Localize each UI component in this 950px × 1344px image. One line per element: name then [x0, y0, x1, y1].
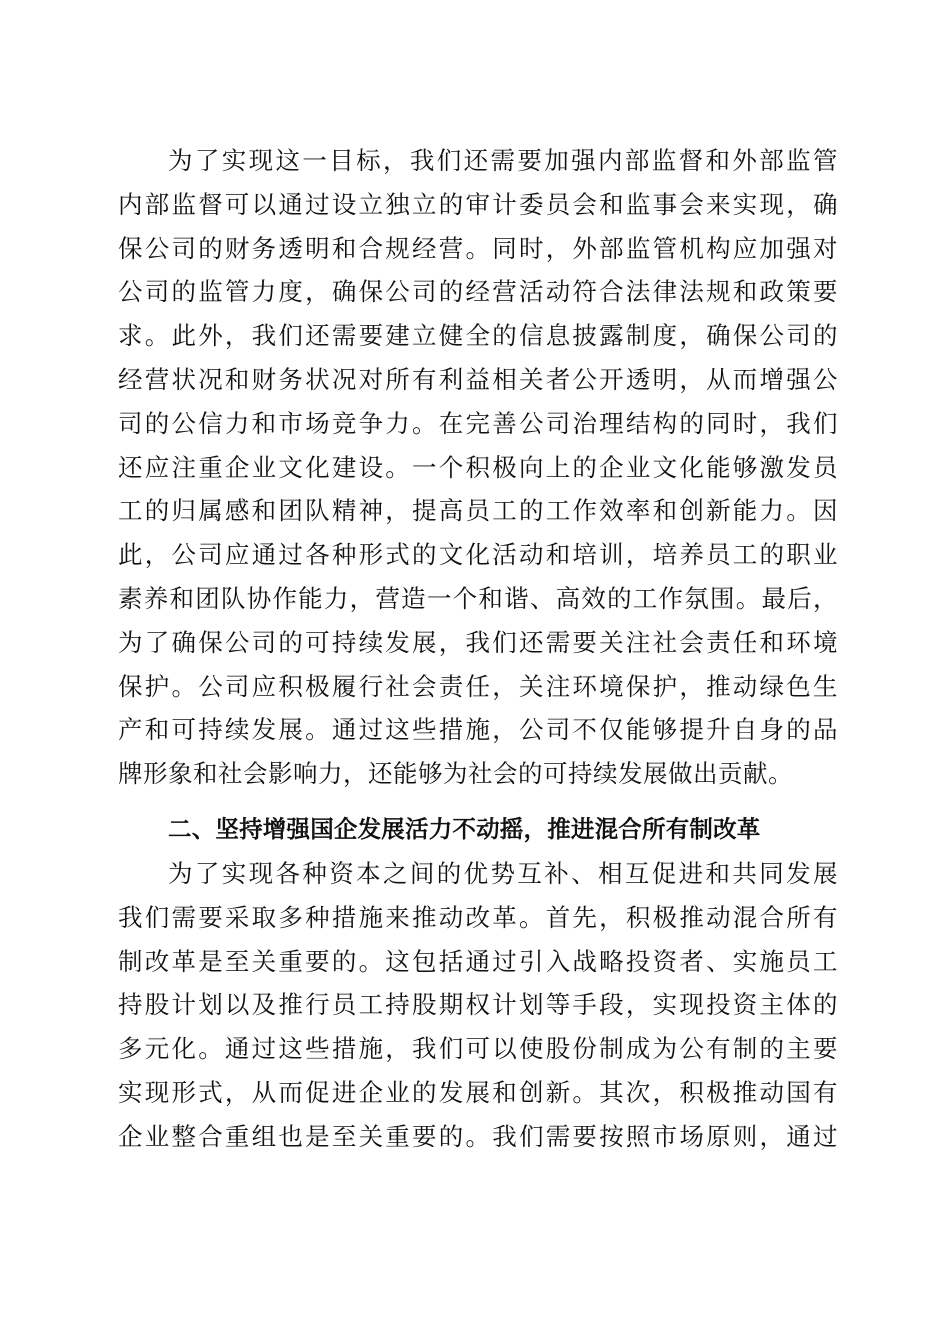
paragraph-governance — [118, 139, 838, 796]
paragraph-line: 工的归属感和团队精神，提高员工的工作效率和创新能力。因 — [118, 496, 838, 526]
paragraph-line: 为了实现这一目标，我们还需要加强内部监督和外部监管 — [168, 146, 838, 175]
paragraph-line: 保护。公司应积极履行社会责任，关注环境保护，推动绿色生 — [118, 671, 838, 701]
paragraph-line: 此，公司应通过各种形式的文化活动和培训，培养员工的职业 — [118, 540, 838, 570]
paragraph-line: 还应注重企业文化建设。一个积极向上的企业文化能够激发员 — [118, 452, 838, 482]
paragraph-line: 实现形式，从而促进企业的发展和创新。其次，积极推动国有 — [118, 1077, 838, 1107]
paragraph-line: 制改革是至关重要的。这包括通过引入战略投资者、实施员工 — [118, 946, 838, 976]
paragraph-line: 持股计划以及推行员工持股期权计划等手段，实现投资主体的 — [118, 990, 838, 1020]
paragraph-line: 我们需要采取多种措施来推动改革。首先，积极推动混合所有 — [118, 902, 838, 932]
paragraph-reform — [118, 852, 838, 1159]
section-heading: 二、坚持增强国企发展活力不动摇，推进混合所有制改革 — [168, 815, 761, 843]
paragraph-line: 内部监督可以通过设立独立的审计委员会和监事会来实现，确 — [118, 189, 838, 219]
paragraph-line: 素养和团队协作能力，营造一个和谐、高效的工作氛围。最后， — [118, 583, 838, 613]
paragraph-line: 产和可持续发展。通过这些措施，公司不仅能够提升自身的品 — [118, 715, 838, 745]
paragraph-line: 为了确保公司的可持续发展，我们还需要关注社会责任和环境 — [118, 627, 838, 657]
paragraph-line: 公司的监管力度，确保公司的经营活动符合法律法规和政策要 — [118, 277, 838, 307]
paragraph-line: 求。此外，我们还需要建立健全的信息披露制度，确保公司的 — [118, 321, 838, 351]
paragraph-line: 司的公信力和市场竞争力。在完善公司治理结构的同时，我们 — [118, 408, 838, 438]
paragraph-line: 为了实现各种资本之间的优势互补、相互促进和共同发展 — [168, 859, 838, 888]
paragraph-line: 牌形象和社会影响力，还能够为社会的可持续发展做出贡献。 — [118, 759, 793, 789]
paragraph-line: 企业整合重组也是至关重要的。我们需要按照市场原则，通过 — [118, 1121, 838, 1151]
paragraph-line: 保公司的财务透明和合规经营。同时，外部监管机构应加强对 — [118, 233, 838, 263]
paragraph-line: 多元化。通过这些措施，我们可以使股份制成为公有制的主要 — [118, 1034, 838, 1064]
paragraph-line: 经营状况和财务状况对所有利益相关者公开透明，从而增强公 — [118, 364, 838, 394]
